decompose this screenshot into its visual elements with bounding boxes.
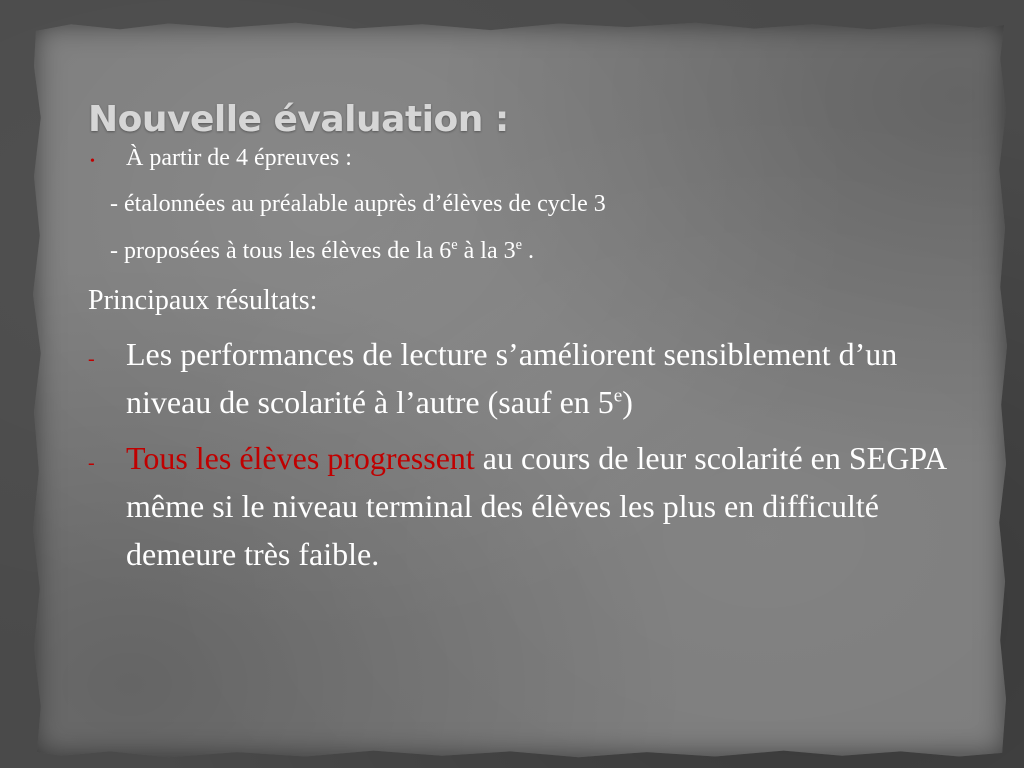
item-2-highlight: Tous les élèves progressent — [126, 439, 475, 476]
list-item — [88, 434, 968, 578]
slide-title: Nouvelle évaluation : — [88, 99, 509, 140]
intro-text: À partir de 4 épreuves : — [126, 144, 352, 171]
dash-marker-icon: - — [88, 347, 95, 370]
item-1-end: ) — [622, 383, 633, 420]
intro-bullet — [88, 144, 968, 173]
item-2-rest: au cours de leur scolarité en SEGPA même si le niveau terminal des élèves les plus en difficulté demeure très faible. — [126, 439, 946, 572]
list-item-text — [126, 330, 968, 426]
results-list — [88, 330, 968, 578]
sub-line-2-prefix: - proposées à tous les élèves de la 6 — [110, 238, 452, 265]
slide-content — [88, 100, 968, 586]
sub-line-2-mid: à la 3 — [457, 238, 516, 265]
item-1-text: Les performances de lecture s’améliorent sensiblement d’un niveau de scolarité à l’autre (sauf en 5 — [126, 335, 898, 420]
dash-marker-icon: - — [88, 451, 95, 474]
results-heading: Principaux résultats: — [88, 284, 318, 316]
sub-line-2-superscript-1: e — [451, 237, 458, 254]
list-item — [88, 330, 968, 426]
list-item-text — [126, 434, 968, 578]
sub-line-2-superscript-2: e — [515, 237, 522, 254]
item-1-superscript: e — [613, 384, 623, 406]
sub-line-1: - étalonnées au préalable auprès d’élèves de cycle 3 — [110, 191, 606, 218]
bullet-dot-icon: • — [90, 153, 95, 169]
sub-line-2-end: . — [522, 238, 534, 265]
sub-line-2 — [110, 237, 968, 266]
